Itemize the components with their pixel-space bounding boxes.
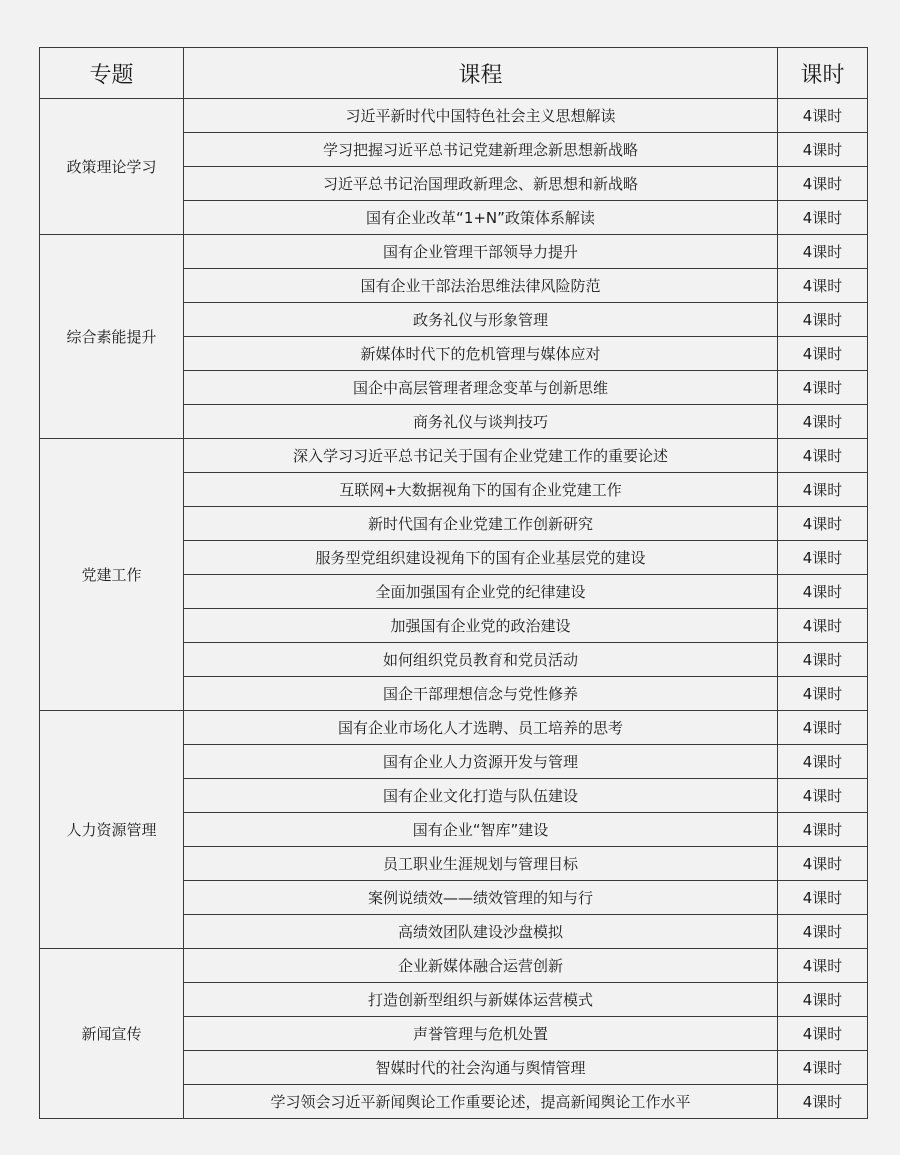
course-name-cell: 国有企业改革“1+N”政策体系解读 [184,201,778,235]
course-name-cell: 员工职业生涯规划与管理目标 [184,847,778,881]
course-name-cell: 习近平总书记治国理政新理念、新思想和新战略 [184,167,778,201]
topic-cell: 新闻宣传 [40,949,184,1119]
course-hours-cell: 4课时 [778,983,868,1017]
course-hours-cell: 4课时 [778,133,868,167]
course-name-cell: 声誉管理与危机处置 [184,1017,778,1051]
curriculum-table [39,47,868,1119]
course-name-cell: 商务礼仪与谈判技巧 [184,405,778,439]
course-name-cell: 国企干部理想信念与党性修养 [184,677,778,711]
course-hours-cell: 4课时 [778,1051,868,1085]
course-name-cell: 案例说绩效——绩效管理的知与行 [184,881,778,915]
course-name-cell: 政务礼仪与形象管理 [184,303,778,337]
course-hours-cell: 4课时 [778,1017,868,1051]
course-hours-cell: 4课时 [778,405,868,439]
course-hours-cell: 4课时 [778,745,868,779]
course-hours-cell: 4课时 [778,915,868,949]
course-name-cell: 国有企业管理干部领导力提升 [184,235,778,269]
course-name-cell: 习近平新时代中国特色社会主义思想解读 [184,99,778,133]
course-hours-cell: 4课时 [778,677,868,711]
course-name-cell: 国有企业人力资源开发与管理 [184,745,778,779]
course-hours-cell: 4课时 [778,609,868,643]
course-header: 课程 [184,48,778,99]
course-name-cell: 国有企业“智库”建设 [184,813,778,847]
course-name-cell: 如何组织党员教育和党员活动 [184,643,778,677]
course-name-cell: 新媒体时代下的危机管理与媒体应对 [184,337,778,371]
course-name-cell: 学习领会习近平新闻舆论工作重要论述，提高新闻舆论工作水平 [184,1085,778,1119]
course-hours-cell: 4课时 [778,269,868,303]
course-hours-cell: 4课时 [778,949,868,983]
course-hours-cell: 4课时 [778,167,868,201]
topic-cell: 人力资源管理 [40,711,184,949]
course-name-cell: 全面加强国有企业党的纪律建设 [184,575,778,609]
table-row [40,235,868,269]
course-hours-cell: 4课时 [778,541,868,575]
course-hours-cell: 4课时 [778,643,868,677]
course-hours-cell: 4课时 [778,813,868,847]
course-hours-cell: 4课时 [778,1085,868,1119]
course-name-cell: 国企中高层管理者理念变革与创新思维 [184,371,778,405]
course-name-cell: 打造创新型组织与新媒体运营模式 [184,983,778,1017]
course-hours-cell: 4课时 [778,303,868,337]
course-hours-cell: 4课时 [778,235,868,269]
header-row [40,48,868,99]
topic-cell: 党建工作 [40,439,184,711]
hours-header: 课时 [778,48,868,99]
course-hours-cell: 4课时 [778,201,868,235]
course-name-cell: 国有企业文化打造与队伍建设 [184,779,778,813]
topic-cell: 政策理论学习 [40,99,184,235]
course-name-cell: 新时代国有企业党建工作创新研究 [184,507,778,541]
table-row [40,99,868,133]
course-name-cell: 国有企业干部法治思维法律风险防范 [184,269,778,303]
course-hours-cell: 4课时 [778,507,868,541]
course-name-cell: 学习把握习近平总书记党建新理念新思想新战略 [184,133,778,167]
course-hours-cell: 4课时 [778,371,868,405]
course-name-cell: 互联网+大数据视角下的国有企业党建工作 [184,473,778,507]
course-name-cell: 高绩效团队建设沙盘模拟 [184,915,778,949]
course-hours-cell: 4课时 [778,337,868,371]
topic-header: 专题 [40,48,184,99]
course-hours-cell: 4课时 [778,711,868,745]
course-hours-cell: 4课时 [778,779,868,813]
topic-cell: 综合素能提升 [40,235,184,439]
table-row [40,439,868,473]
course-name-cell: 服务型党组织建设视角下的国有企业基层党的建设 [184,541,778,575]
table-row [40,949,868,983]
course-hours-cell: 4课时 [778,847,868,881]
course-hours-cell: 4课时 [778,473,868,507]
table-row [40,711,868,745]
course-hours-cell: 4课时 [778,881,868,915]
course-name-cell: 国有企业市场化人才选聘、员工培养的思考 [184,711,778,745]
course-hours-cell: 4课时 [778,575,868,609]
course-hours-cell: 4课时 [778,99,868,133]
course-name-cell: 加强国有企业党的政治建设 [184,609,778,643]
course-name-cell: 智媒时代的社会沟通与舆情管理 [184,1051,778,1085]
course-name-cell: 深入学习习近平总书记关于国有企业党建工作的重要论述 [184,439,778,473]
table-body [40,99,868,1119]
course-name-cell: 企业新媒体融合运营创新 [184,949,778,983]
course-hours-cell: 4课时 [778,439,868,473]
